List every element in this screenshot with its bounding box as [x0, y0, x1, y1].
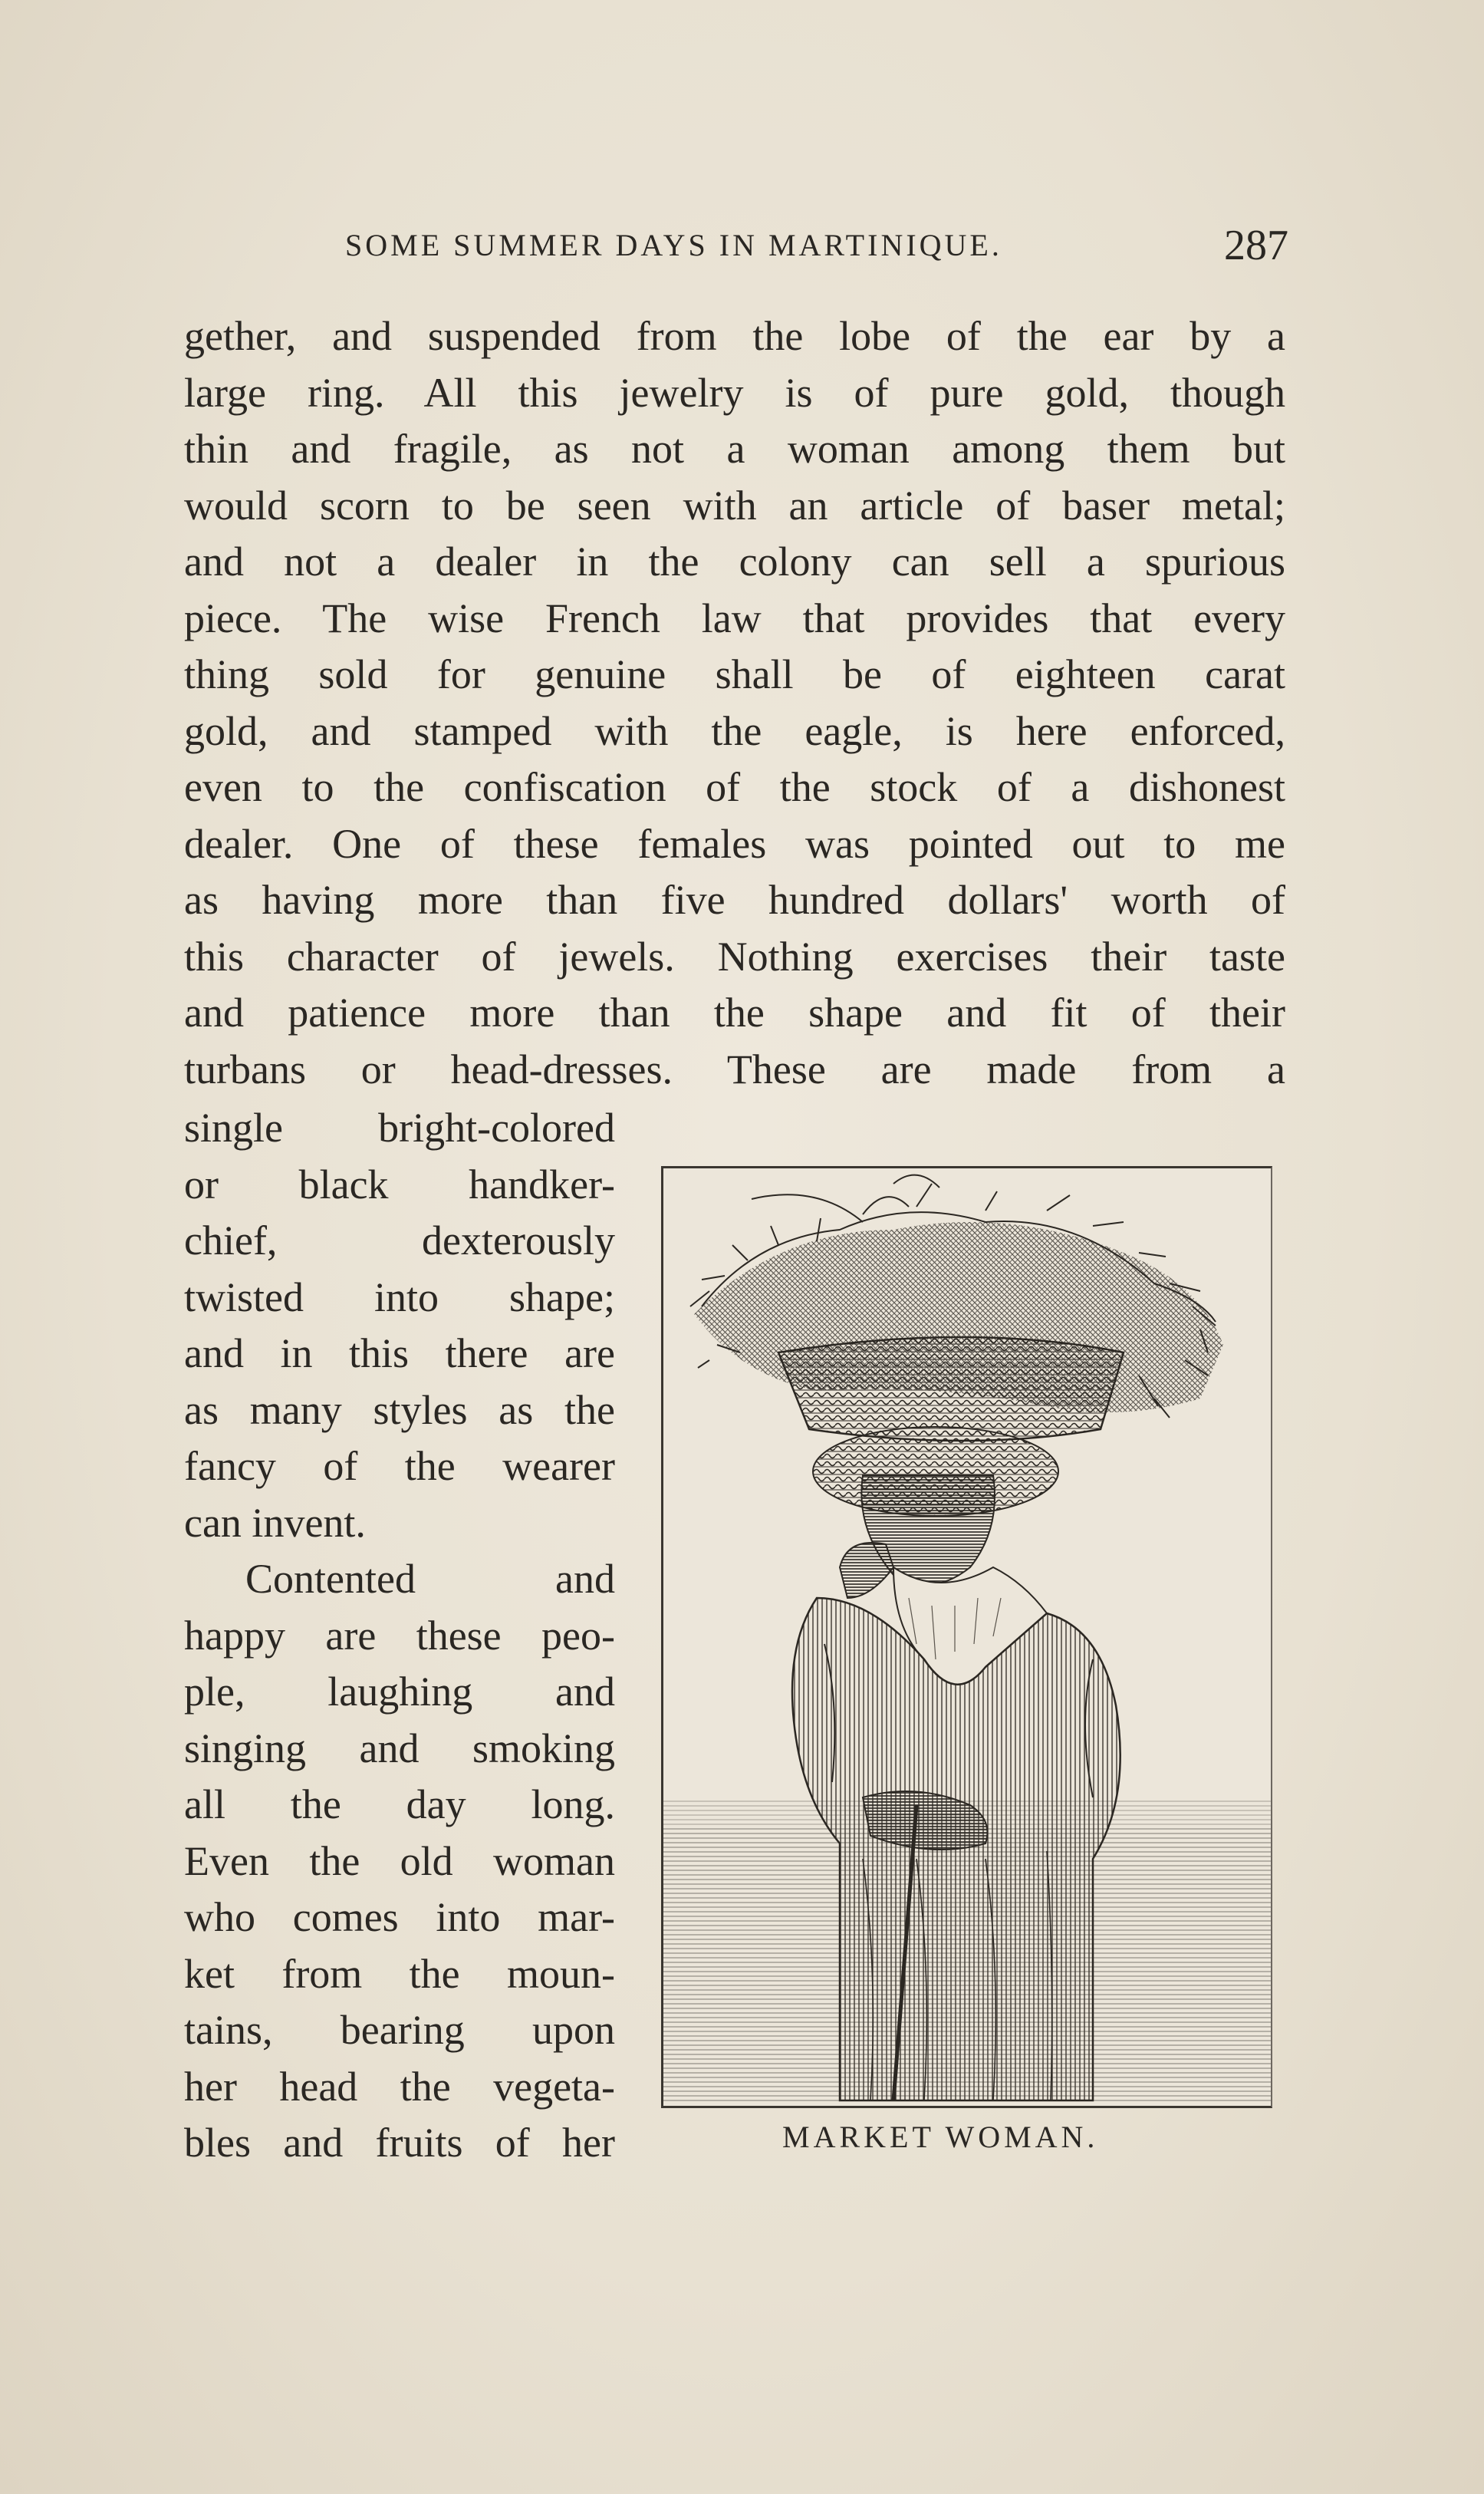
text-line: even to the confiscation of the stock of a dishonest	[184, 764, 1285, 810]
paragraph-beside-figure	[184, 1100, 615, 2172]
text-line: dealer. One of these females was pointed out to me	[184, 820, 1285, 867]
engraving-figure	[661, 1166, 1272, 2108]
text-line: large ring. All this jewelry is of pure gold, though	[184, 369, 1285, 416]
text-line: twisted into shape;	[184, 1273, 615, 1320]
text-line: thing sold for genuine shall be of eighteen carat	[184, 651, 1285, 697]
text-line: gold, and stamped with the eagle, is here enforced,	[184, 707, 1285, 754]
paragraph-full-width	[184, 308, 1285, 1098]
running-head	[184, 221, 1288, 267]
text-line: happy are these peo-	[184, 1612, 615, 1659]
market-woman-engraving	[663, 1168, 1271, 2106]
text-line: ple, laughing and	[184, 1669, 615, 1715]
text-line: her head the vegeta-	[184, 2063, 615, 2110]
text-line: would scorn to be seen with an article of baser metal;	[184, 482, 1285, 529]
text-line: or black handker-	[184, 1161, 615, 1207]
text-line: and not a dealer in the colony can sell a spurious	[184, 539, 1285, 585]
text-line: singing and smoking	[184, 1725, 615, 1771]
text-line: as many styles as the	[184, 1386, 615, 1433]
text-line: bles and fruits of her	[184, 2120, 615, 2166]
text-line: tains, bearing upon	[184, 2007, 615, 2053]
text-line: all the day long.	[184, 1781, 615, 1827]
text-line: Even the old woman	[184, 1837, 615, 1884]
page-number: 287	[1224, 222, 1288, 269]
text-line: and patience more than the shape and fit of their	[184, 990, 1285, 1036]
text-line: thin and fragile, as not a woman among them but	[184, 426, 1285, 472]
text-line: and in this there are	[184, 1330, 615, 1376]
figure-caption: MARKET WOMAN.	[782, 2120, 1099, 2154]
text-line: as having more than five hundred dollars' worth of	[184, 877, 1285, 923]
text-line: chief, dexterously	[184, 1217, 615, 1263]
text-line: ket from the moun-	[184, 1950, 615, 1997]
text-line: fancy of the wearer	[184, 1443, 615, 1489]
text-line: piece. The wise French law that provides that every	[184, 595, 1285, 641]
text-line: gether, and suspended from the lobe of the ear by a	[184, 313, 1285, 359]
text-line: single bright-colored	[184, 1105, 615, 1151]
text-line: this character of jewels. Nothing exercises their taste	[184, 933, 1285, 980]
text-line: who comes into mar-	[184, 1894, 615, 1940]
text-line: Contented and	[245, 1556, 615, 1602]
running-head-title: SOME SUMMER DAYS IN MARTINIQUE.	[345, 228, 1002, 262]
text-line: can invent.	[184, 1499, 366, 1546]
text-line: turbans or head-dresses. These are made from a	[184, 1046, 1285, 1092]
